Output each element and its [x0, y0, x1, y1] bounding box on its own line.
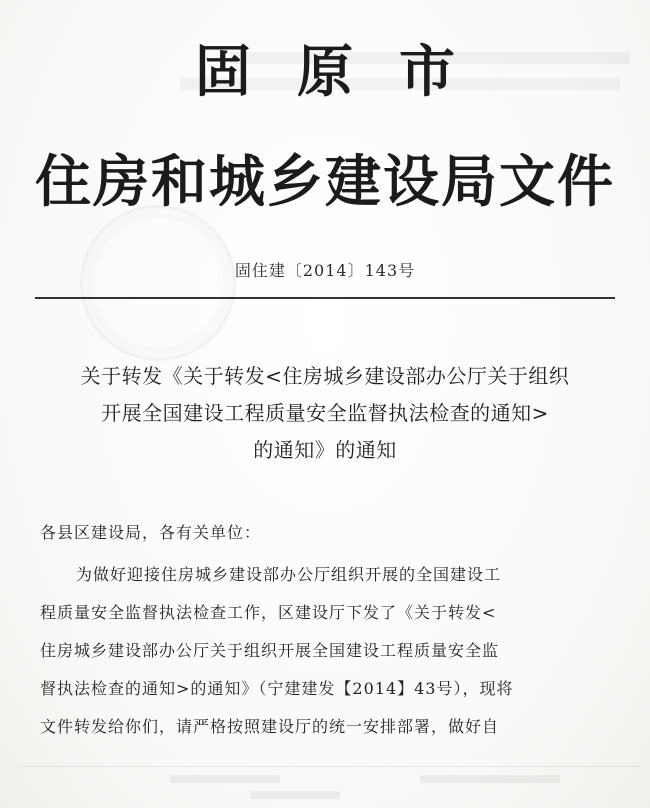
- issuer-bureau-title: 住房和城乡建设局文件: [35, 149, 615, 215]
- body-line: 程质量安全监督执法检查工作，区建设厅下发了《关于转发<: [40, 603, 497, 622]
- bleed-through-footer: [20, 766, 640, 807]
- issuer-city: 固原市: [195, 39, 501, 105]
- faded-seal-impression: [80, 205, 236, 361]
- title-line: 的通知》的通知: [253, 438, 397, 462]
- document-number: 固住建〔2014〕143号: [234, 261, 416, 280]
- title-line: 开展全国建设工程质量安全监督执法检查的通知>: [101, 401, 549, 425]
- body-paragraph: [40, 556, 620, 746]
- body-line: 住房城乡建设部办公厅关于组织开展全国建设工程质量安全监: [40, 641, 500, 660]
- notice-title: [30, 358, 620, 469]
- header-divider: [35, 297, 615, 299]
- body-line: 文件转发给你们，请严格按照建设厅的统一安排部署，做好自: [40, 717, 500, 736]
- body-line: 为做好迎接住房城乡建设部办公厅组织开展的全国建设工: [76, 565, 502, 584]
- title-line: 关于转发《关于转发<住房城乡建设部办公厅关于组织: [80, 364, 570, 388]
- body-line: 督执法检查的通知>的通知》（宁建建发【2014】43号），现将: [40, 679, 514, 698]
- salutation: 各县区建设局，各有关单位：: [40, 523, 262, 542]
